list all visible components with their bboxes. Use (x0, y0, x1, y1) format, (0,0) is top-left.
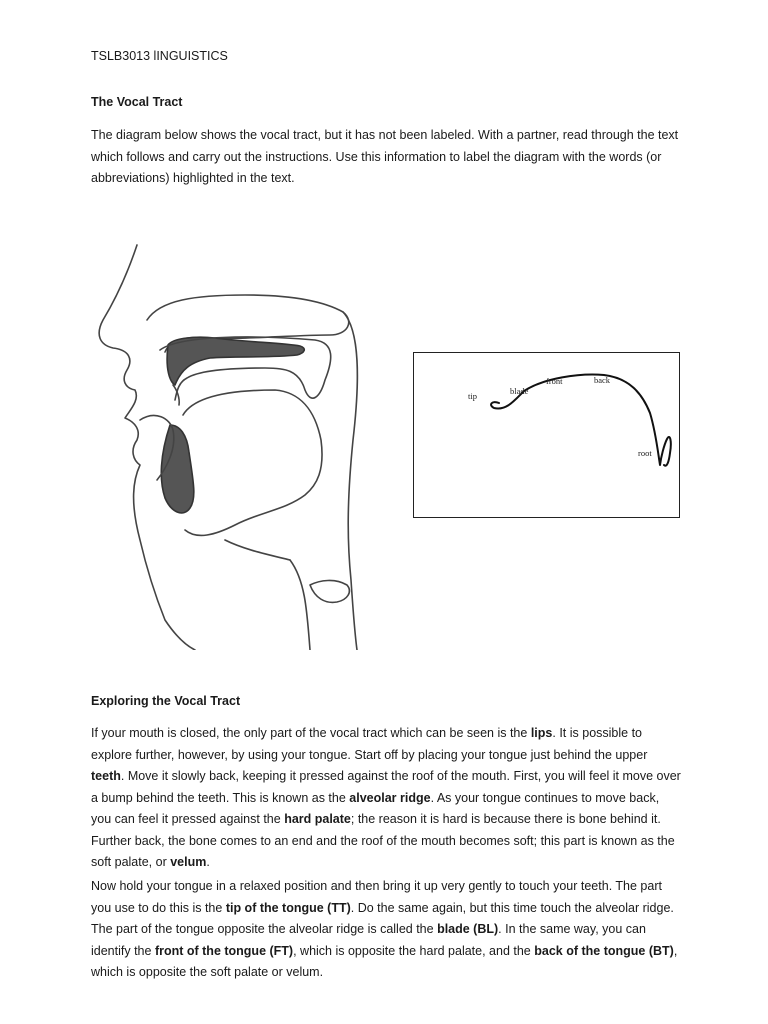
label-front: front (546, 376, 563, 386)
label-tip: tip (468, 391, 477, 401)
term-alveolar-ridge: alveolar ridge (349, 790, 431, 805)
term-front: front of the tongue (FT) (154, 943, 294, 958)
text-span: ; the reason it is hard is because there is bone behind it. Further back, the bone comes to an end and the roof of the mouth becomes soft; this part is known as the soft palate, or (91, 812, 675, 869)
tongue-parts-figure (413, 352, 680, 518)
text-span: . Move it slowly back, keeping it pressed against the roof of the mouth. First, you will feel it move over a bump behind the teeth. This is known as the (91, 769, 681, 805)
tongue-shape (161, 425, 194, 513)
term-hard-palate: hard palate (284, 812, 351, 826)
trachea (290, 560, 310, 650)
term-blade: blade (BL) (437, 922, 499, 936)
term-tip: tip of the tongue (TT) (225, 900, 351, 915)
label-root: root (638, 448, 652, 458)
text-span: . It is possible to explore further, however, by using your tongue. Start off by placing your tongue just behind the upper (91, 726, 648, 762)
paragraph-exploring (91, 723, 681, 874)
intro-paragraph: The diagram below shows the vocal tract, but it has not been labeled. With a partner, read through the text which follows and carry out the instructions. Use this information to label the diagram with the words (or abbreviations) highlighted in the text. (91, 128, 679, 185)
neck-front (225, 540, 290, 560)
text-span: , which is opposite the hard palate, and the (293, 943, 535, 958)
text-span: Now hold your tongue in a relaxed position and then bring it up very gently to touch your teeth. The part you use to do this is the (91, 879, 662, 915)
label-back: back (594, 375, 611, 385)
term-back: back of the tongue (BT) (534, 943, 674, 958)
term-lips: lips (530, 726, 553, 740)
vocal-tract-diagram (85, 240, 415, 650)
text-span: . In the same way, you can identify the (91, 922, 646, 958)
course-header: TSLB3013 lINGUISTICS (91, 49, 228, 63)
text-span: , which is opposite the soft palate or velum. (91, 943, 678, 979)
oral-tongue-outline (183, 390, 322, 535)
larynx (310, 580, 349, 602)
term-velum: velum (170, 855, 207, 869)
text-span: . Do the same again, but this time touch the alveolar ridge. The part of the tongue opposite the alveolar ridge is called the (91, 900, 674, 936)
label-blade: blade (510, 386, 529, 396)
text-span: If your mouth is closed, the only part of the vocal tract which can be seen is the (91, 726, 531, 740)
page-title: The Vocal Tract (91, 95, 183, 109)
paragraph-tongue (91, 876, 681, 984)
text-span: . As your tongue continues to move back, you can feel it pressed against the (91, 790, 660, 826)
section-title: Exploring the Vocal Tract (91, 694, 241, 708)
text-span: . (206, 855, 210, 869)
term-teeth: teeth (91, 769, 121, 783)
